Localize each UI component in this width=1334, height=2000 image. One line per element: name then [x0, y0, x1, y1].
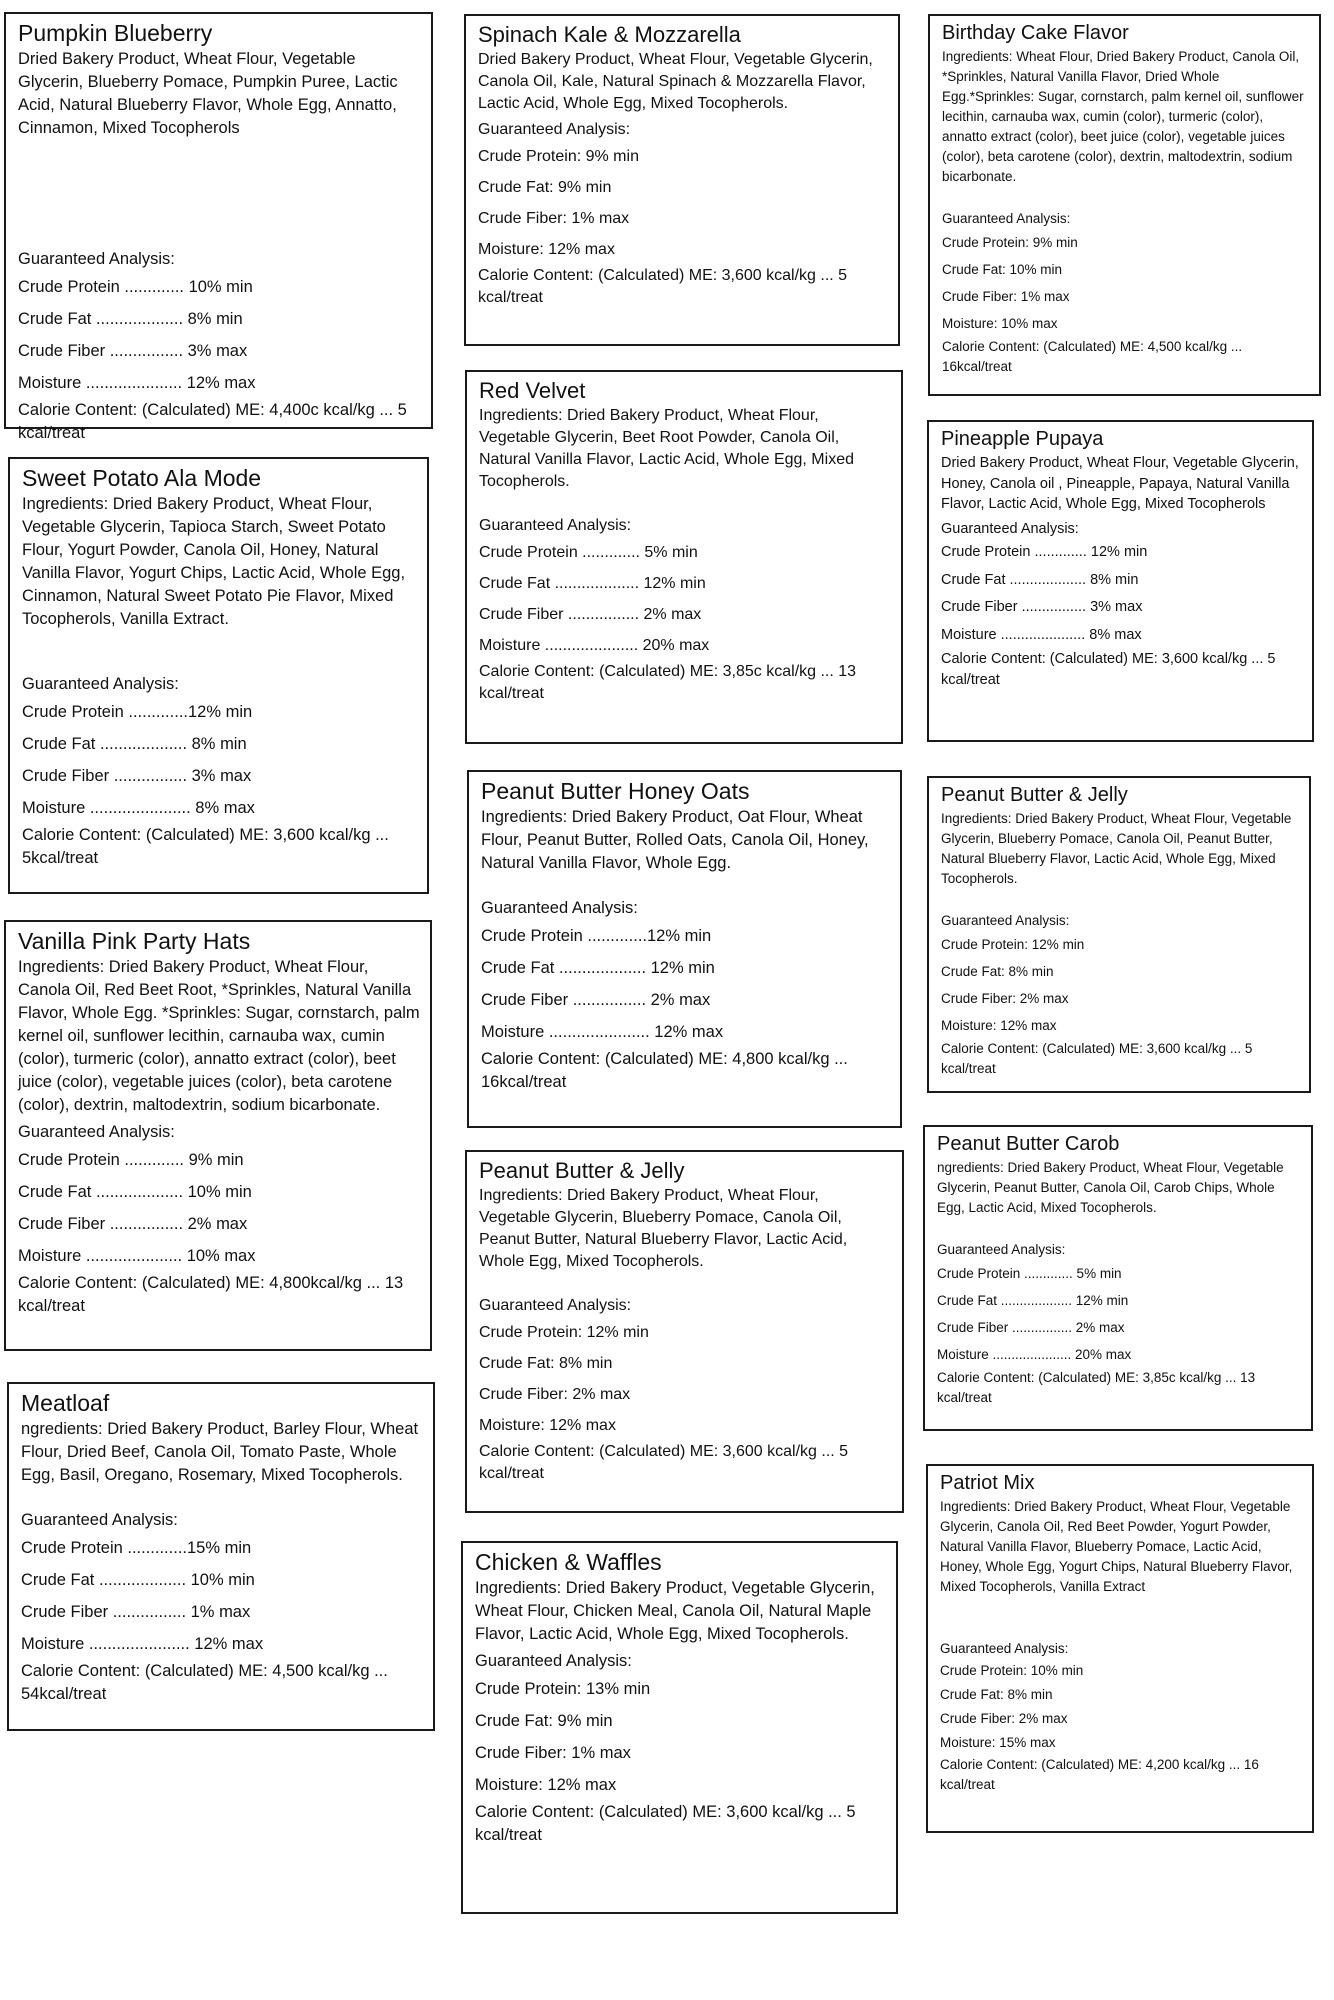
analysis-protein: Crude Protein: 9% min [478, 148, 639, 166]
card-spinach-kale-mozzarella [464, 14, 900, 346]
card-meatloaf [7, 1382, 435, 1731]
card-sweet-potato-ala-mode [8, 457, 429, 894]
analysis-fat: Crude Fat ................... 12% min [481, 959, 715, 978]
analysis-fat: Crude Fat: 8% min [940, 1687, 1053, 1702]
ingredients-text: Dried Bakery Product, Wheat Flour, Vegetable Glycerin, Blueberry Pomace, Pumpkin Puree, Lactic Acid, Natural Blueberry Flavor, Whole Egg, Annatto, Cinnamon, Mixed Tocopherols [18, 50, 398, 138]
analysis-heading: Guaranteed Analysis: [479, 1297, 632, 1315]
ingredients-text: Ingredients: Dried Bakery Product, Vegetable Glycerin, Wheat Flour, Chicken Meal, Canola Oil, Natural Maple Flavor, Lactic Acid, Whole Egg, Mixed Tocopherols. [475, 1579, 875, 1644]
analysis-fat: Crude Fat: 8% min [479, 1355, 613, 1373]
ingredients-text: Ingredients: Dried Bakery Product, Wheat Flour, Vegetable Glycerin, Beet Root Powder, Canola Oil, Natural Vanilla Flavor, Lactic Acid, Whole Egg, Mixed Tocopherols. [479, 407, 854, 491]
product-title: Peanut Butter & Jelly [479, 1158, 685, 1183]
analysis-protein: Crude Protein: 13% min [475, 1680, 651, 1699]
product-title: Birthday Cake Flavor [942, 22, 1129, 44]
analysis-fiber: Crude Fiber: 1% max [475, 1744, 631, 1763]
ingredients-text: ngredients: Dried Bakery Product, Wheat Flour, Vegetable Glycerin, Peanut Butter, Canola Oil, Carob Chips, Whole Egg, Lactic Acid, Mixed Tocopherols. [937, 1160, 1284, 1215]
calorie-content: Calorie Content: (Calculated) ME: 3,600 kcal/kg ... 5 kcal/treat [479, 1443, 849, 1483]
calorie-content: Calorie Content: (Calculated) ME: 4,500 kcal/kg ... 54kcal/treat [21, 1662, 388, 1704]
ingredients-text: Ingredients: Dried Bakery Product, Wheat Flour, Vegetable Glycerin, Tapioca Starch, Sweet Potato Flour, Yogurt Powder, Canola Oil, Honey, Natural Vanilla Flavor, Yogurt Chips, Lactic Acid, Whole Egg, Cinnamon, Natural Sweet Potato Pie Flavor, Mixed Tocopherols, Vanilla Extract. [22, 495, 406, 629]
analysis-moisture: Moisture: 10% max [942, 316, 1058, 331]
analysis-moisture: Moisture ...................... 12% max [481, 1023, 724, 1042]
analysis-moisture: Moisture ..................... 10% max [18, 1247, 256, 1266]
ingredients-text: Ingredients: Wheat Flour, Dried Bakery Product, Canola Oil, *Sprinkles, Natural Vanilla Flavor, Dried Whole Egg.*Sprinkles: Sugar, cornstarch, palm kernel oil, sunflower lecithin, carnauba wax, cumin (color), turmeric (color), annatto extract (color), beet juice (color), vegetable juices (color), beta carotene (color), dextrin, maltodextrin, sodium bicarbonate. [942, 49, 1304, 184]
calorie-content: Calorie Content: (Calculated) ME: 3,85c kcal/kg ... 13 kcal/treat [479, 663, 857, 703]
analysis-fiber: Crude Fiber ................ 3% max [22, 767, 252, 786]
analysis-fat: Crude Fat ................... 8% min [22, 735, 247, 754]
calorie-content: Calorie Content: (Calculated) ME: 3,600 kcal/kg ... 5 kcal/treat [475, 1803, 856, 1845]
analysis-fiber: Crude Fiber ................ 3% max [941, 599, 1143, 615]
analysis-heading: Guaranteed Analysis: [481, 899, 638, 918]
card-birthday-cake-flavor [928, 14, 1321, 396]
analysis-moisture: Moisture ..................... 20% max [937, 1347, 1132, 1362]
analysis-fiber: Crude Fiber: 2% max [941, 991, 1069, 1006]
analysis-fat: Crude Fat ................... 10% min [21, 1571, 255, 1590]
calorie-content: Calorie Content: (Calculated) ME: 3,85c kcal/kg ... 13 kcal/treat [937, 1370, 1256, 1405]
calorie-content: Calorie Content: (Calculated) ME: 3,600 kcal/kg ... 5 kcal/treat [478, 267, 848, 307]
analysis-moisture: Moisture ...................... 12% max [21, 1635, 264, 1654]
analysis-fat: Crude Fat ................... 12% min [479, 575, 706, 593]
calorie-content: Calorie Content: (Calculated) ME: 4,200 kcal/kg ... 16 kcal/treat [940, 1757, 1259, 1792]
analysis-protein: Crude Protein ............. 10% min [18, 278, 253, 297]
product-title: Spinach Kale & Mozzarella [478, 22, 741, 47]
analysis-fiber: Crude Fiber ................ 2% max [481, 991, 711, 1010]
analysis-fat: Crude Fat: 9% min [478, 179, 612, 197]
analysis-moisture: Moisture: 12% max [475, 1776, 617, 1795]
ingredients-text: Dried Bakery Product, Wheat Flour, Vegetable Glycerin, Canola Oil, Kale, Natural Spinach & Mozzarella Flavor, Lactic Acid, Whole Egg, Mixed Tocopherols. [478, 51, 873, 113]
analysis-moisture: Moisture ..................... 8% max [941, 626, 1142, 643]
analysis-fiber: Crude Fiber: 1% max [942, 289, 1070, 304]
calorie-content: Calorie Content: (Calculated) ME: 4,400c kcal/kg ... 5 kcal/treat [18, 401, 407, 443]
analysis-heading: Guaranteed Analysis: [478, 121, 631, 139]
calorie-content: Calorie Content: (Calculated) ME: 3,600 kcal/kg ... 5 kcal/treat [941, 1041, 1253, 1076]
analysis-protein: Crude Protein ............. 5% min [937, 1266, 1122, 1281]
card-peanut-butter-honey-oats [467, 770, 902, 1128]
analysis-fat: Crude Fat: 8% min [941, 964, 1054, 979]
analysis-heading: Guaranteed Analysis: [22, 675, 179, 694]
analysis-protein: Crude Protein ............. 5% min [479, 544, 698, 562]
analysis-fiber: Crude Fiber: 2% max [479, 1386, 631, 1404]
analysis-fiber: Crude Fiber ................ 2% max [18, 1215, 248, 1234]
analysis-fiber: Crude Fiber ................ 3% max [18, 342, 248, 361]
analysis-fiber: Crude Fiber: 2% max [940, 1711, 1068, 1726]
analysis-protein: Crude Protein: 9% min [942, 235, 1078, 250]
analysis-moisture: Moisture ...................... 8% max [22, 799, 255, 818]
analysis-protein: Crude Protein: 12% min [479, 1324, 649, 1342]
analysis-moisture: Moisture: 12% max [941, 1018, 1057, 1033]
card-chicken-waffles [461, 1541, 898, 1914]
analysis-fat: Crude Fat ................... 8% min [941, 571, 1139, 588]
card-vanilla-pink-party-hats [4, 920, 432, 1351]
product-title: Red Velvet [479, 378, 586, 403]
analysis-moisture: Moisture ..................... 12% max [18, 374, 256, 393]
card-peanut-butter-jelly-center [465, 1150, 904, 1513]
ingredients-text: ngredients: Dried Bakery Product, Barley Flour, Wheat Flour, Dried Beef, Canola Oil, Tomato Paste, Whole Egg, Basil, Oregano, Rosemary, Mixed Tocopherols. [21, 1420, 419, 1485]
product-title: Meatloaf [21, 1390, 110, 1416]
product-title: Peanut Butter Carob [937, 1133, 1120, 1155]
product-title: Pineapple Pupaya [941, 428, 1104, 450]
analysis-heading: Guaranteed Analysis: [18, 1123, 175, 1142]
product-title: Vanilla Pink Party Hats [18, 928, 251, 954]
card-pumpkin-blueberry [4, 12, 433, 443]
analysis-fat: Crude Fat ................... 12% min [937, 1293, 1129, 1308]
analysis-protein: Crude Protein: 10% min [940, 1663, 1084, 1678]
calorie-content: Calorie Content: (Calculated) ME: 4,800 kcal/kg ... 16kcal/treat [481, 1050, 848, 1092]
analysis-moisture: Moisture ..................... 20% max [479, 637, 710, 655]
analysis-protein: Crude Protein .............12% min [22, 703, 253, 722]
product-title: Peanut Butter Honey Oats [481, 778, 750, 804]
card-patriot-mix [926, 1464, 1314, 1833]
product-title: Chicken & Waffles [475, 1549, 662, 1575]
calorie-content: Calorie Content: (Calculated) ME: 4,800kcal/kg ... 13 kcal/treat [18, 1274, 404, 1316]
analysis-fiber: Crude Fiber ................ 2% max [937, 1320, 1125, 1335]
analysis-fiber: Crude Fiber ................ 2% max [479, 606, 702, 624]
ingredients-text: Ingredients: Dried Bakery Product, Wheat Flour, Vegetable Glycerin, Blueberry Pomace, Canola Oil, Peanut Butter, Natural Blueberry Flavor, Lactic Acid, Whole Egg, Mixed Tocopherols. [941, 811, 1292, 886]
ingredients-text: Ingredients: Dried Bakery Product, Oat Flour, Wheat Flour, Peanut Butter, Rolled Oats, Canola Oil, Honey, Natural Vanilla Flavor, Whole Egg. [481, 808, 869, 873]
analysis-moisture: Moisture: 12% max [478, 241, 615, 259]
analysis-heading: Guaranteed Analysis: [942, 211, 1071, 226]
analysis-moisture: Moisture: 12% max [479, 1417, 616, 1435]
analysis-protein: Crude Protein: 12% min [941, 937, 1085, 952]
analysis-heading: Guaranteed Analysis: [941, 913, 1070, 928]
analysis-heading: Guaranteed Analysis: [940, 1641, 1069, 1656]
analysis-protein: Crude Protein .............15% min [21, 1539, 252, 1558]
analysis-fat: Crude Fat: 9% min [475, 1712, 613, 1731]
analysis-moisture: Moisture: 15% max [940, 1735, 1056, 1750]
analysis-fiber: Crude Fiber: 1% max [478, 210, 630, 228]
analysis-protein: Crude Protein ............. 12% min [941, 544, 1148, 560]
product-title: Peanut Butter & Jelly [941, 784, 1128, 806]
analysis-protein: Crude Protein .............12% min [481, 927, 712, 946]
card-pineapple-pupaya [927, 420, 1314, 742]
analysis-heading: Guaranteed Analysis: [21, 1511, 178, 1530]
card-peanut-butter-jelly-right [927, 776, 1311, 1093]
analysis-fat: Crude Fat ................... 8% min [18, 310, 243, 329]
analysis-heading: Guaranteed Analysis: [941, 520, 1079, 537]
product-title: Patriot Mix [940, 1472, 1035, 1494]
product-title: Sweet Potato Ala Mode [22, 465, 262, 491]
card-red-velvet [465, 370, 903, 744]
analysis-protein: Crude Protein ............. 9% min [18, 1151, 244, 1170]
analysis-heading: Guaranteed Analysis: [18, 250, 175, 269]
analysis-heading: Guaranteed Analysis: [475, 1652, 632, 1671]
analysis-fiber: Crude Fiber ................ 1% max [21, 1603, 251, 1622]
ingredients-text: Dried Bakery Product, Wheat Flour, Vegetable Glycerin, Honey, Canola oil , Pineapple, Papaya, Natural Vanilla Flavor, Lactic Acid, Whole Egg, Mixed Tocopherols [941, 455, 1299, 512]
calorie-content: Calorie Content: (Calculated) ME: 3,600 kcal/kg ... 5 kcal/treat [941, 651, 1276, 688]
card-peanut-butter-carob [923, 1125, 1313, 1431]
ingredients-text: Ingredients: Dried Bakery Product, Wheat Flour, Vegetable Glycerin, Canola Oil, Red Beet Powder, Yogurt Powder, Natural Vanilla Flavor, Blueberry Pomace, Lactic Acid, Honey, Whole Egg, Yogurt Chips, Natural Blueberry Flavor, Mixed Tocopherols, Vanilla Extract [940, 1499, 1293, 1594]
calorie-content: Calorie Content: (Calculated) ME: 3,600 kcal/kg ... 5kcal/treat [22, 826, 389, 868]
product-title: Pumpkin Blueberry [18, 20, 213, 46]
calorie-content: Calorie Content: (Calculated) ME: 4,500 kcal/kg ... 16kcal/treat [942, 339, 1243, 374]
analysis-heading: Guaranteed Analysis: [479, 517, 632, 535]
analysis-fat: Crude Fat ................... 10% min [18, 1183, 252, 1202]
analysis-heading: Guaranteed Analysis: [937, 1242, 1066, 1257]
ingredients-text: Ingredients: Dried Bakery Product, Wheat Flour, Vegetable Glycerin, Blueberry Pomace, Canola Oil, Peanut Butter, Natural Blueberry Flavor, Lactic Acid, Whole Egg, Mixed Tocopherols. [479, 1187, 848, 1271]
analysis-fat: Crude Fat: 10% min [942, 262, 1063, 277]
ingredients-text: Ingredients: Dried Bakery Product, Wheat Flour, Canola Oil, Red Beet Root, *Sprinkles, Natural Vanilla Flavor, Whole Egg. *Sprinkles: Sugar, cornstarch, palm kernel oil, sunflower lecithin, carnauba wax, cumin (color), turmeric (color), annatto extract (color), beet juice (color), vegetable juices (color), beta carotene (color), dextrin, maltodextrin, sodium bicarbonate. [18, 958, 420, 1115]
